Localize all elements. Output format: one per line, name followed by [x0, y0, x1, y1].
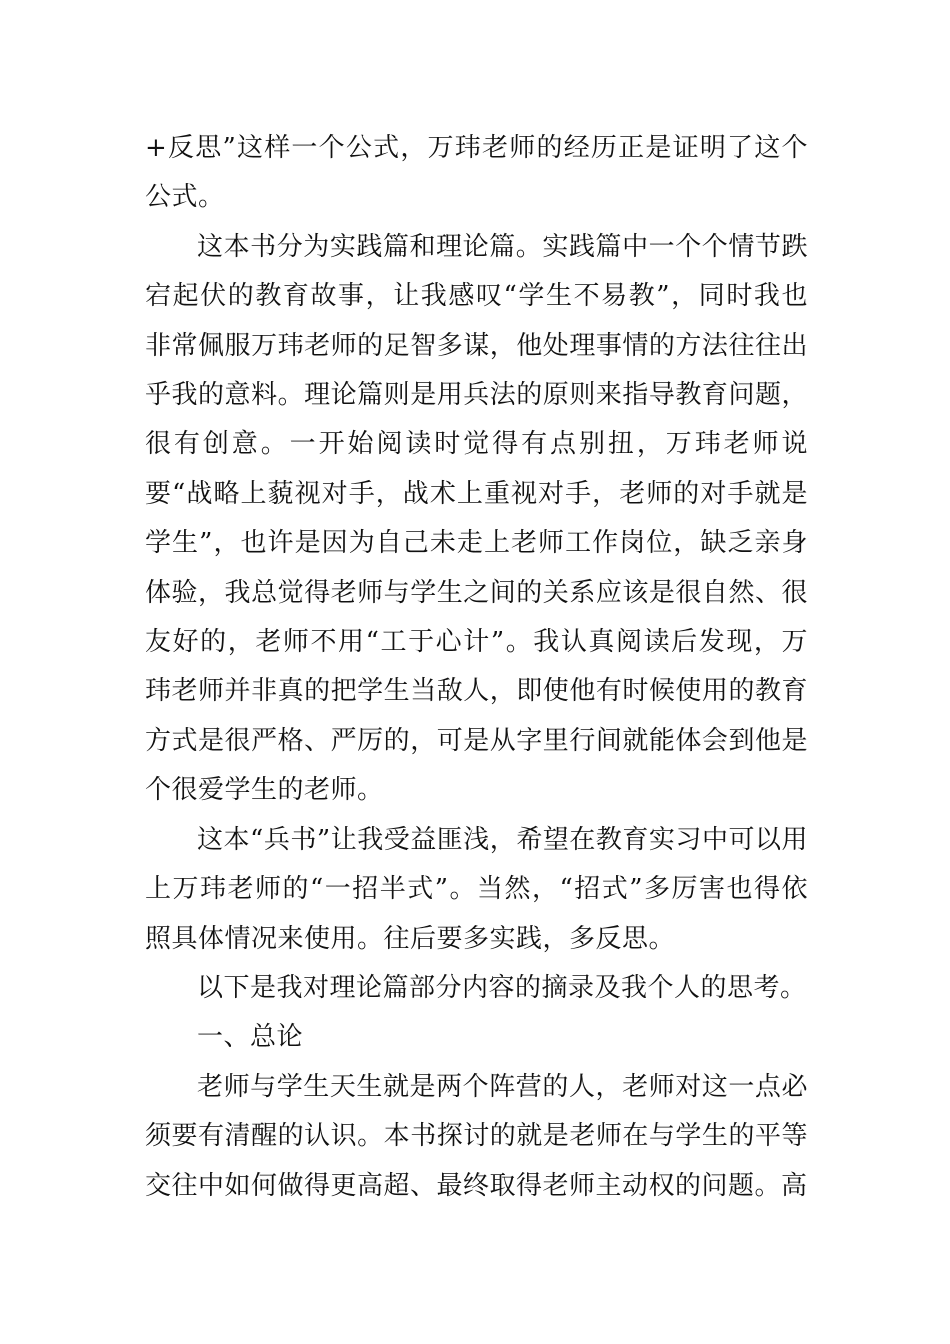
document-page — [145, 124, 808, 1211]
paragraph-general-discussion: 老师与学生天生就是两个阵营的人，老师对这一点必须要有清醒的认识。本书探讨的就是老师在与学生的平等交往中如何做得更高超、最终取得老师主动权的问题。高 — [145, 1071, 808, 1201]
paragraph-intro-excerpt: 以下是我对理论篇部分内容的摘录及我个人的思考。 — [197, 972, 807, 1003]
section-heading-general: 一、总论 — [197, 1022, 304, 1053]
paragraph-continuation: +反思”这样一个公式，万玮老师的经历正是证明了这个公式。 — [145, 133, 808, 213]
paragraph-benefit: 这本“兵书”让我受益匪浅，希望在教育实习中可以用上万玮老师的“一招半式”。当然，“招式”多厉害也得依照具体情况来使用。往后要多实践，多反思。 — [145, 824, 808, 954]
paragraph-book-structure: 这本书分为实践篇和理论篇。实践篇中一个个情节跌宕起伏的教育故事，让我感叹“学生不易教”，同时我也非常佩服万玮老师的足智多谋，他处理事情的方法往往出乎我的意料。理论篇则是用兵法的原则来指导教育问题，很有创意。一开始阅读时觉得有点别扭，万玮老师说要“战略上藐视对手，战术上重视对手，老师的对手就是学生”，也许是因为自己未走上老师工作岗位，缺乏亲身体验，我总觉得老师与学生之间的关系应该是很自然、很友好的，老师不用“工于心计”。我认真阅读后发现，万玮老师并非真的把学生当敌人，即使他有时候使用的教育方式是很严格、严厉的，可是从字里行间就能体会到他是个很爱学生的老师。 — [145, 231, 808, 806]
